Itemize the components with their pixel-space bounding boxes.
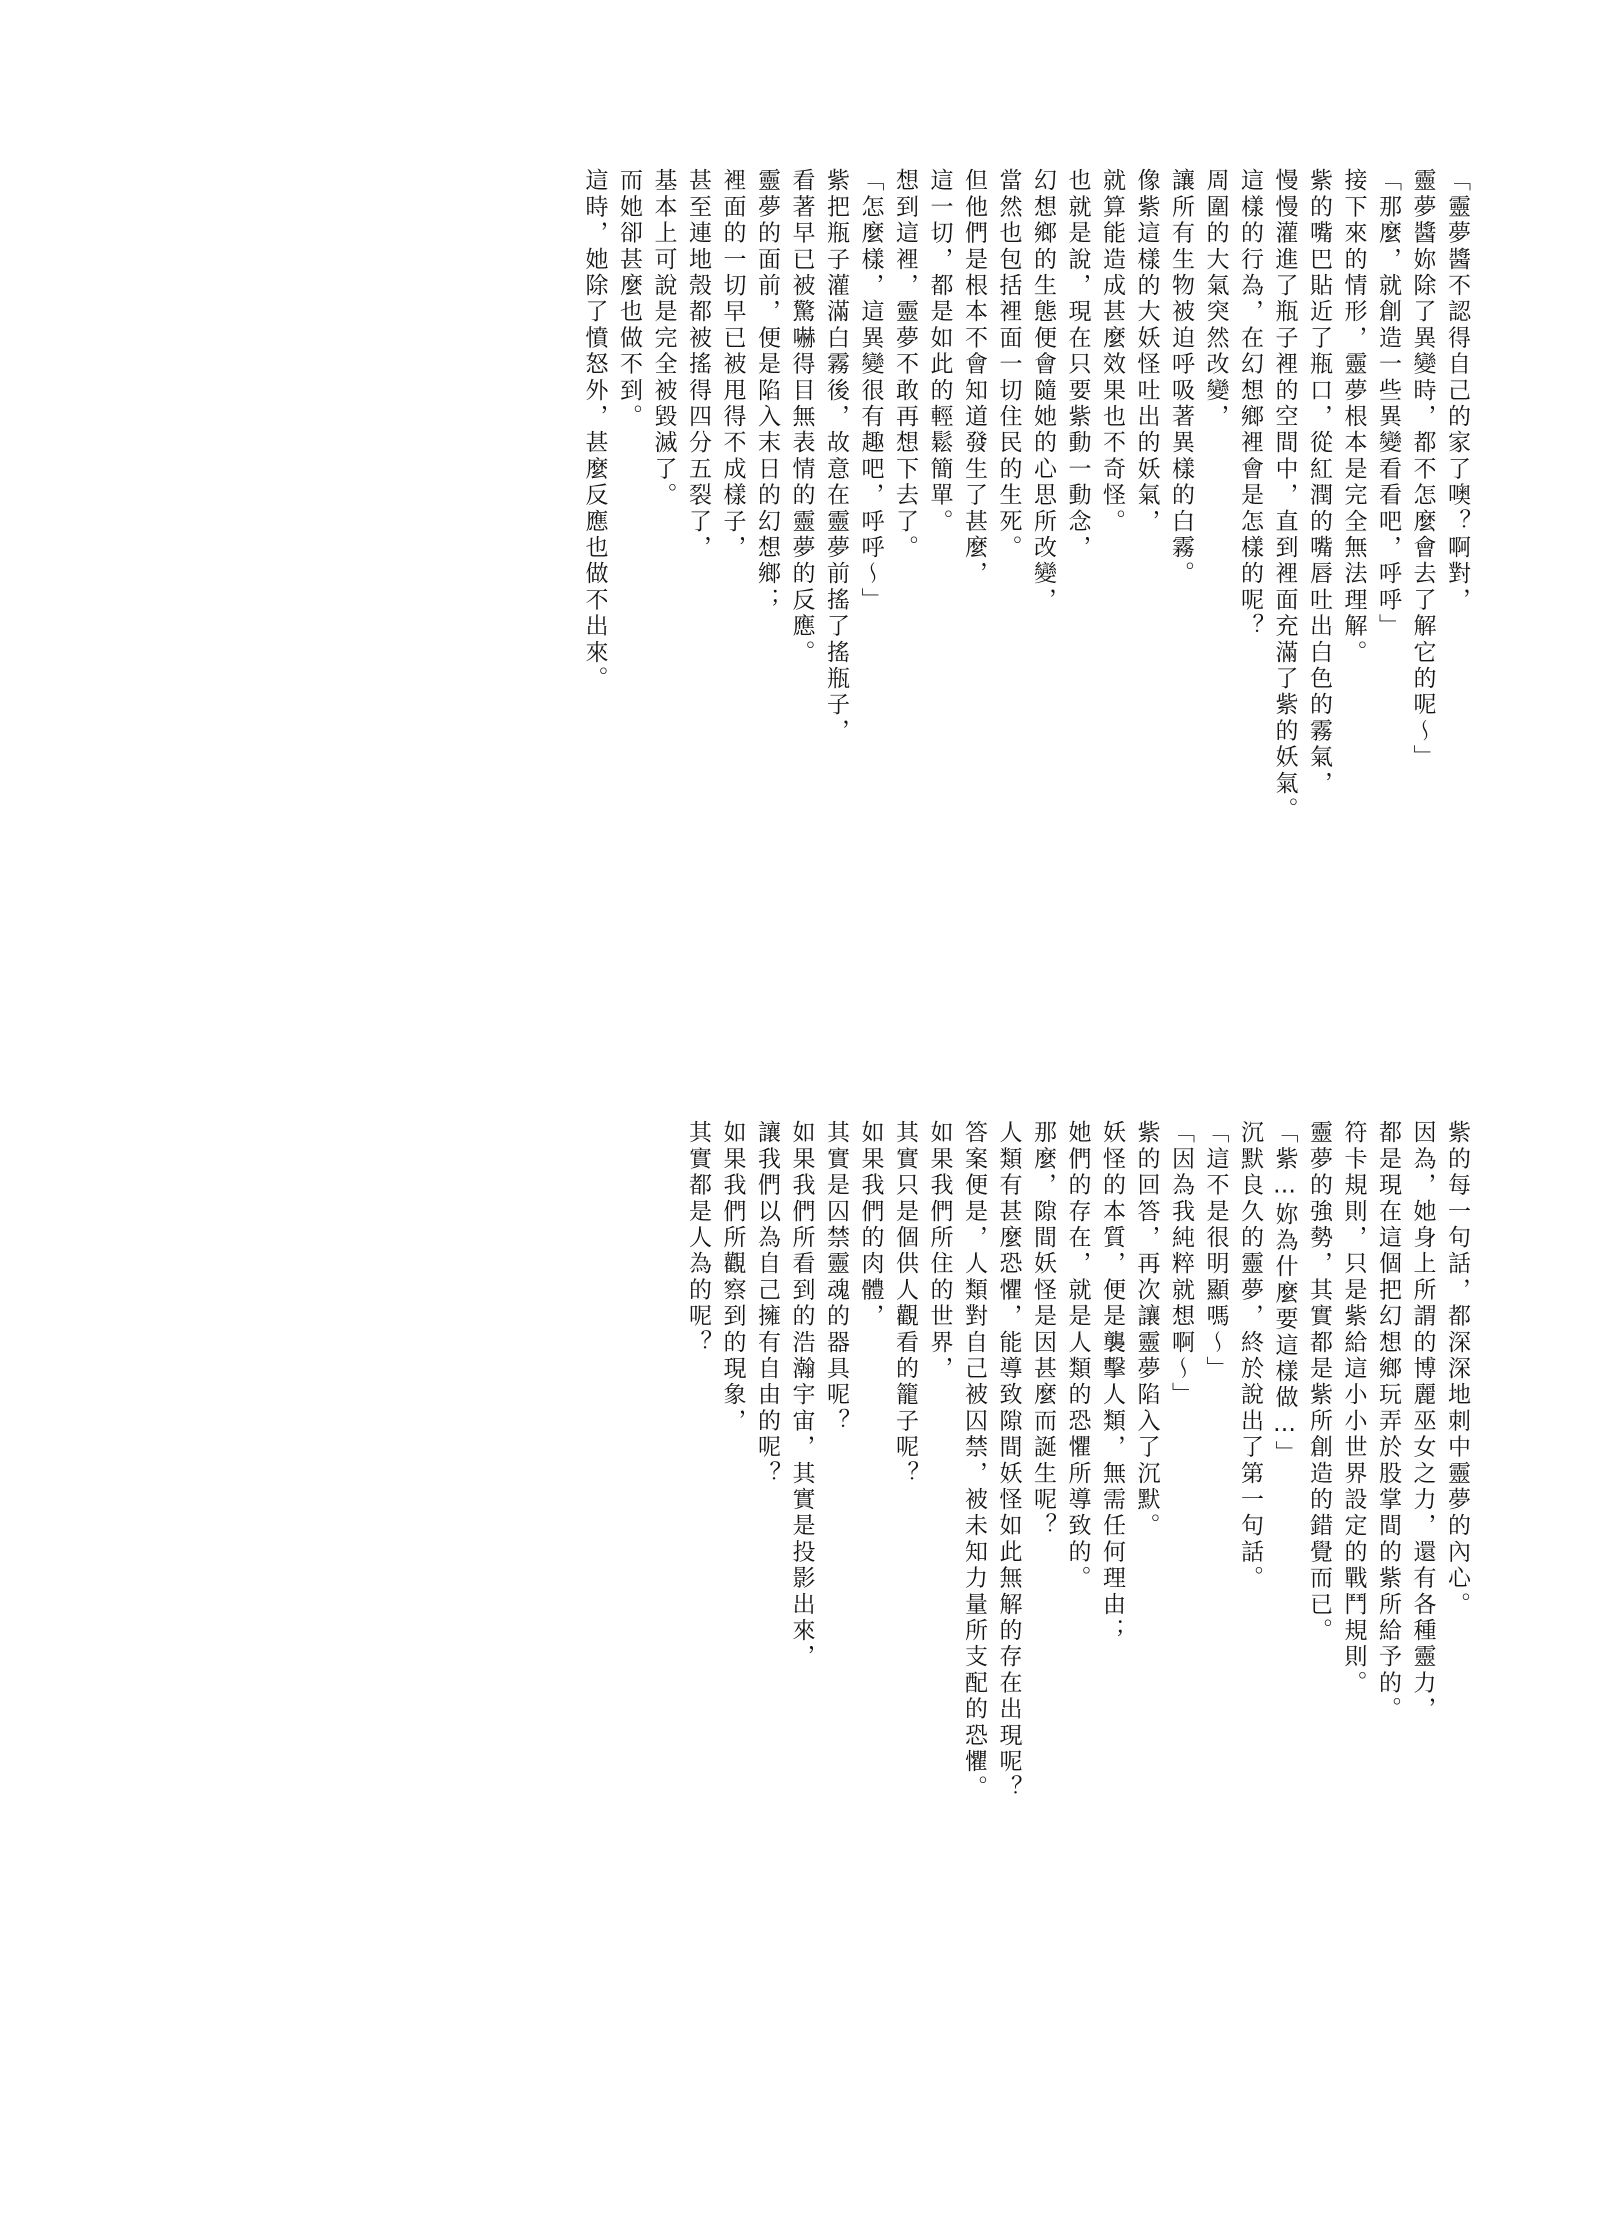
text-column: 像紫這樣的大妖怪吐出的妖氣， — [1133, 168, 1160, 535]
text-column: 妖怪的本質，便是襲擊人類，無需任何理由； — [1099, 1120, 1125, 1644]
text-column: 她們的存在，就是人類的恐懼所導致的。 — [1064, 1120, 1091, 1592]
text-column: 靈夢的強勢，其實都是紫所創造的錯覺而已。 — [1306, 1120, 1332, 1644]
text-column: 答案便是，人類對自己被囚禁，被未知力量所支配的恐懼。 — [961, 1120, 987, 1802]
text-column: 其實只是個供人觀看的籠子呢？ — [892, 1120, 918, 1487]
text-column: 想到這裡，靈夢不敢再想下去了。 — [892, 168, 918, 561]
text-column: 「紫…妳為什麼要這樣做…」 — [1271, 1120, 1298, 1467]
text-column: 裡面的一切早已被甩得不成樣子， — [719, 168, 746, 561]
text-column: 「那麼，就創造一些異變看看吧，呼呼」 — [1375, 168, 1401, 640]
text-column: 慢慢灌進了瓶子裡的空間中，直到裡面充滿了紫的妖氣。 — [1271, 168, 1298, 823]
text-column: 沉默良久的靈夢，終於說出了第一句話。 — [1237, 1120, 1263, 1592]
text-column: 這一切，都是如此的輕鬆簡單。 — [926, 168, 953, 535]
text-column: 紫的回答，再次讓靈夢陷入了沉默。 — [1133, 1120, 1160, 1540]
text-column: 都是現在這個把幻想鄉玩弄於股掌間的紫所給予的。 — [1375, 1120, 1401, 1723]
text-column: 其實都是人為的呢？ — [685, 1120, 711, 1356]
text-column: 也就是說，現在只要紫動一動念， — [1064, 168, 1091, 561]
text-column: 甚至連地殼都被搖得四分五裂了， — [685, 168, 711, 561]
text-column: 「這不是很明顯嗎～」 — [1202, 1120, 1229, 1382]
text-column: 人類有甚麼恐懼，能導致隙間妖怪如此無解的存在出現呢？ — [995, 1120, 1022, 1802]
text-column: 如果我們所觀察到的現象， — [719, 1120, 746, 1435]
text-column: 「因為我純粹就想啊～」 — [1168, 1120, 1194, 1409]
text-column: 紫把瓶子灌滿白霧後，故意在靈夢前搖了搖瓶子， — [823, 168, 849, 745]
text-column: 如果我們所住的世界， — [926, 1120, 953, 1382]
text-column: 符卡規則，只是紫給這小小世界設定的戰鬥規則。 — [1340, 1120, 1367, 1697]
text-column: 周圍的大氣突然改變， — [1202, 168, 1229, 430]
text-column: 「怎麼樣，這異變很有趣吧，呼呼～」 — [857, 168, 884, 614]
text-column: 而她卻甚麼也做不到。 — [616, 168, 642, 430]
text-column: 「靈夢醬不認得自己的家了噢？啊對， — [1444, 168, 1470, 614]
text-column: 讓所有生物被迫呼吸著異樣的白霧。 — [1168, 168, 1194, 588]
text-column: 這時，她除了憤怒外，甚麼反應也做不出來。 — [581, 168, 608, 692]
text-column: 如果我們所看到的浩瀚宇宙，其實是投影出來， — [788, 1120, 815, 1671]
text-column: 但他們是根本不會知道發生了甚麼， — [961, 168, 987, 588]
text-block-bottom — [132, 1120, 1468, 2110]
text-column: 看著早已被驚嚇得目無表情的靈夢的反應。 — [788, 168, 815, 666]
text-column: 這樣的行為，在幻想鄉裡會是怎樣的呢？ — [1237, 168, 1263, 640]
text-column: 紫的嘴巴貼近了瓶口，從紅潤的嘴唇吐出白色的霧氣， — [1306, 168, 1332, 797]
text-column: 當然也包括裡面一切住民的生死。 — [995, 168, 1022, 561]
text-column: 讓我們以為自己擁有自由的呢？ — [754, 1120, 780, 1487]
text-column: 靈夢醬妳除了異變時，都不怎麼會去了解它的呢～」 — [1409, 168, 1436, 771]
text-column: 如果我們的肉體， — [857, 1120, 884, 1330]
text-column: 幻想鄉的生態便會隨她的心思所改變， — [1030, 168, 1056, 614]
text-column: 因為，她身上所謂的博麗巫女之力，還有各種靈力， — [1409, 1120, 1436, 1723]
text-column: 靈夢的面前，便是陷入末日的幻想鄉； — [754, 168, 780, 614]
text-column: 基本上可說是完全被毀滅了。 — [650, 168, 677, 509]
text-column: 那麼，隙間妖怪是因甚麼而誕生呢？ — [1030, 1120, 1056, 1540]
text-column: 接下來的情形，靈夢根本是完全無法理解。 — [1340, 168, 1367, 666]
text-column: 就算能造成甚麼效果也不奇怪。 — [1099, 168, 1125, 535]
text-column: 紫的每一句話，都深深地刺中靈夢的內心。 — [1444, 1120, 1470, 1618]
text-block-top — [132, 168, 1468, 1098]
text-column: 其實是囚禁靈魂的器具呢？ — [823, 1120, 849, 1435]
